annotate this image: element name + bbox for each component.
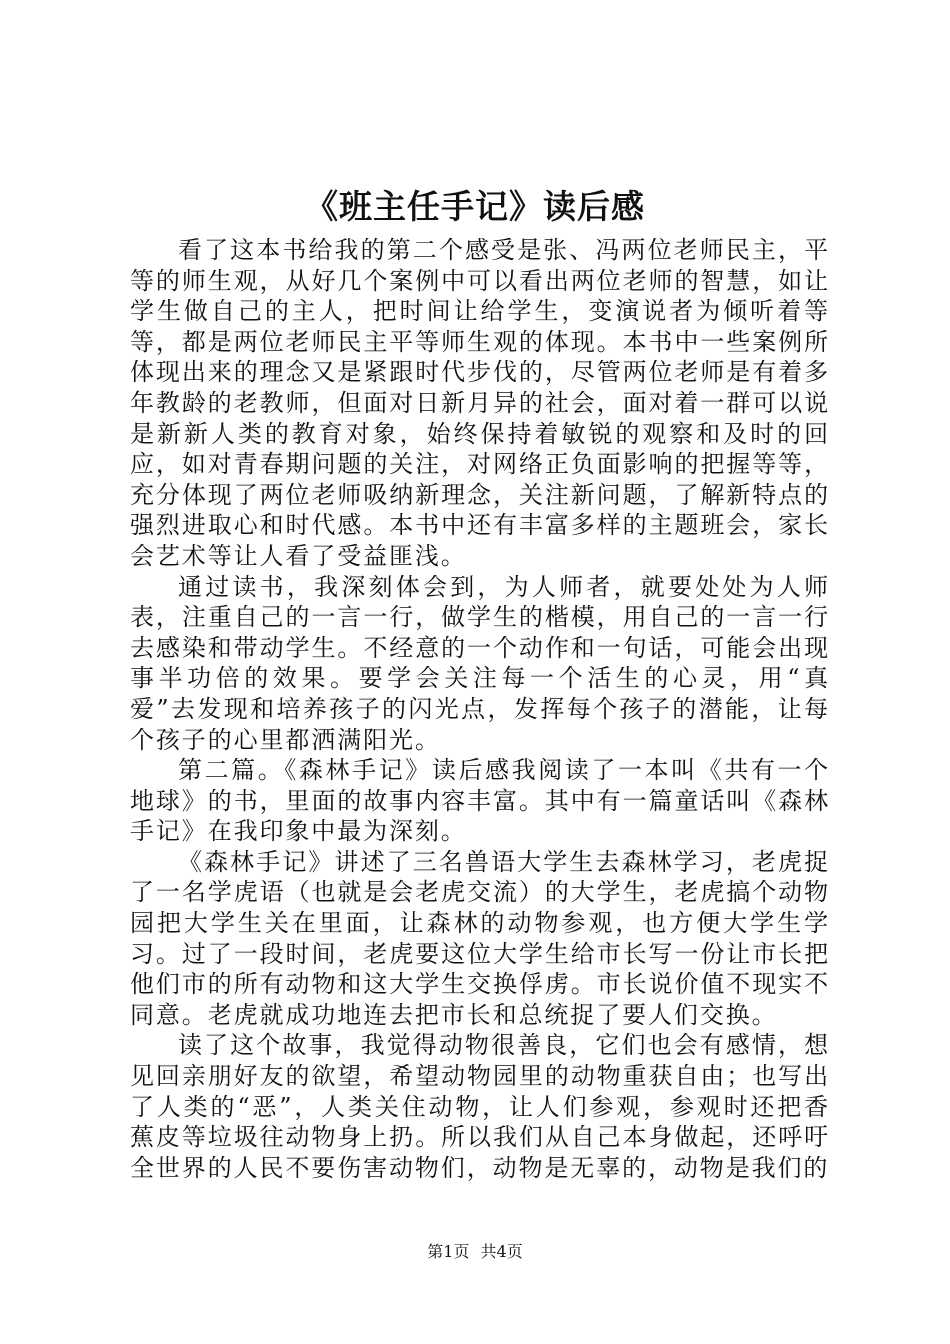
page-footer (0, 1240, 950, 1264)
paragraph: 看了这本书给我的第二个感受是张、冯两位老师民主，平等的师生观，从好几个案例中可以看出两位老师的智慧，如让学生做自己的主人，把时间让给学生，变演说者为倾听着等等，都是两位老师民主平等师生观的体现。本书中一些案例所体现出来的理念又是紧跟时代步伐的，尽管两位老师是有着多年教龄的老教师，但面对日新月异的社会，面对着一群可以说是新新人类的教育对象，始终保持着敏锐的观察和及时的回应，如对青春期问题的关注，对网络正负面影响的把握等等，充分体现了两位老师吸纳新理念，关注新问题，了解新特点的强烈进取心和时代感。本书中还有丰富多样的主题班会，家长会艺术等让人看了受益匪浅。 (130, 236, 830, 570)
page-number-current: 第1页 (427, 1242, 470, 1261)
document-body (130, 235, 830, 1183)
paragraph: 读了这个故事，我觉得动物很善良，它们也会有感情，想见回亲朋好友的欲望，希望动物园里的动物重获自由；也写出了人类的“恶”，人类关住动物，让人们参观，参观时还把香蕉皮等垃圾往动物身上扔。所以我们从自己本身做起，还呼吁全世界的人民不要伤害动物们，动物是无辜的，动物是我们的 (130, 1031, 830, 1182)
paragraph: 通过读书，我深刻体会到，为人师者，就要处处为人师表，注重自己的一言一行，做学生的楷模，用自己的一言一行去感染和带动学生。不经意的一个动作和一句话，可能会出现事半功倍的效果。要学会关注每一个活生的心灵，用“真爱”去发现和培养孩子的闪光点，发挥每个孩子的潜能，让每个孩子的心里都洒满阳光。 (130, 572, 830, 754)
paragraph: 第二篇。《森林手记》读后感我阅读了一本叫《共有一个地球》的书，里面的故事内容丰富。其中有一篇童话叫《森林手记》在我印象中最为深刻。 (130, 756, 830, 846)
document-title: 《班主任手记》读后感 (305, 187, 645, 226)
page-number-total: 共4页 (480, 1242, 523, 1261)
paragraph: 《森林手记》讲述了三名兽语大学生去森林学习，老虎捉了一名学虎语（也就是会老虎交流）的大学生，老虎搞个动物园把大学生关在里面，让森林的动物参观，也方便大学生学习。过了一段时间，老虎要这位大学生给市长写一份让市长把他们市的所有动物和这大学生交换俘虏。市长说价值不现实不同意。老虎就成功地连去把市长和总统捉了要人们交换。 (130, 847, 830, 1029)
